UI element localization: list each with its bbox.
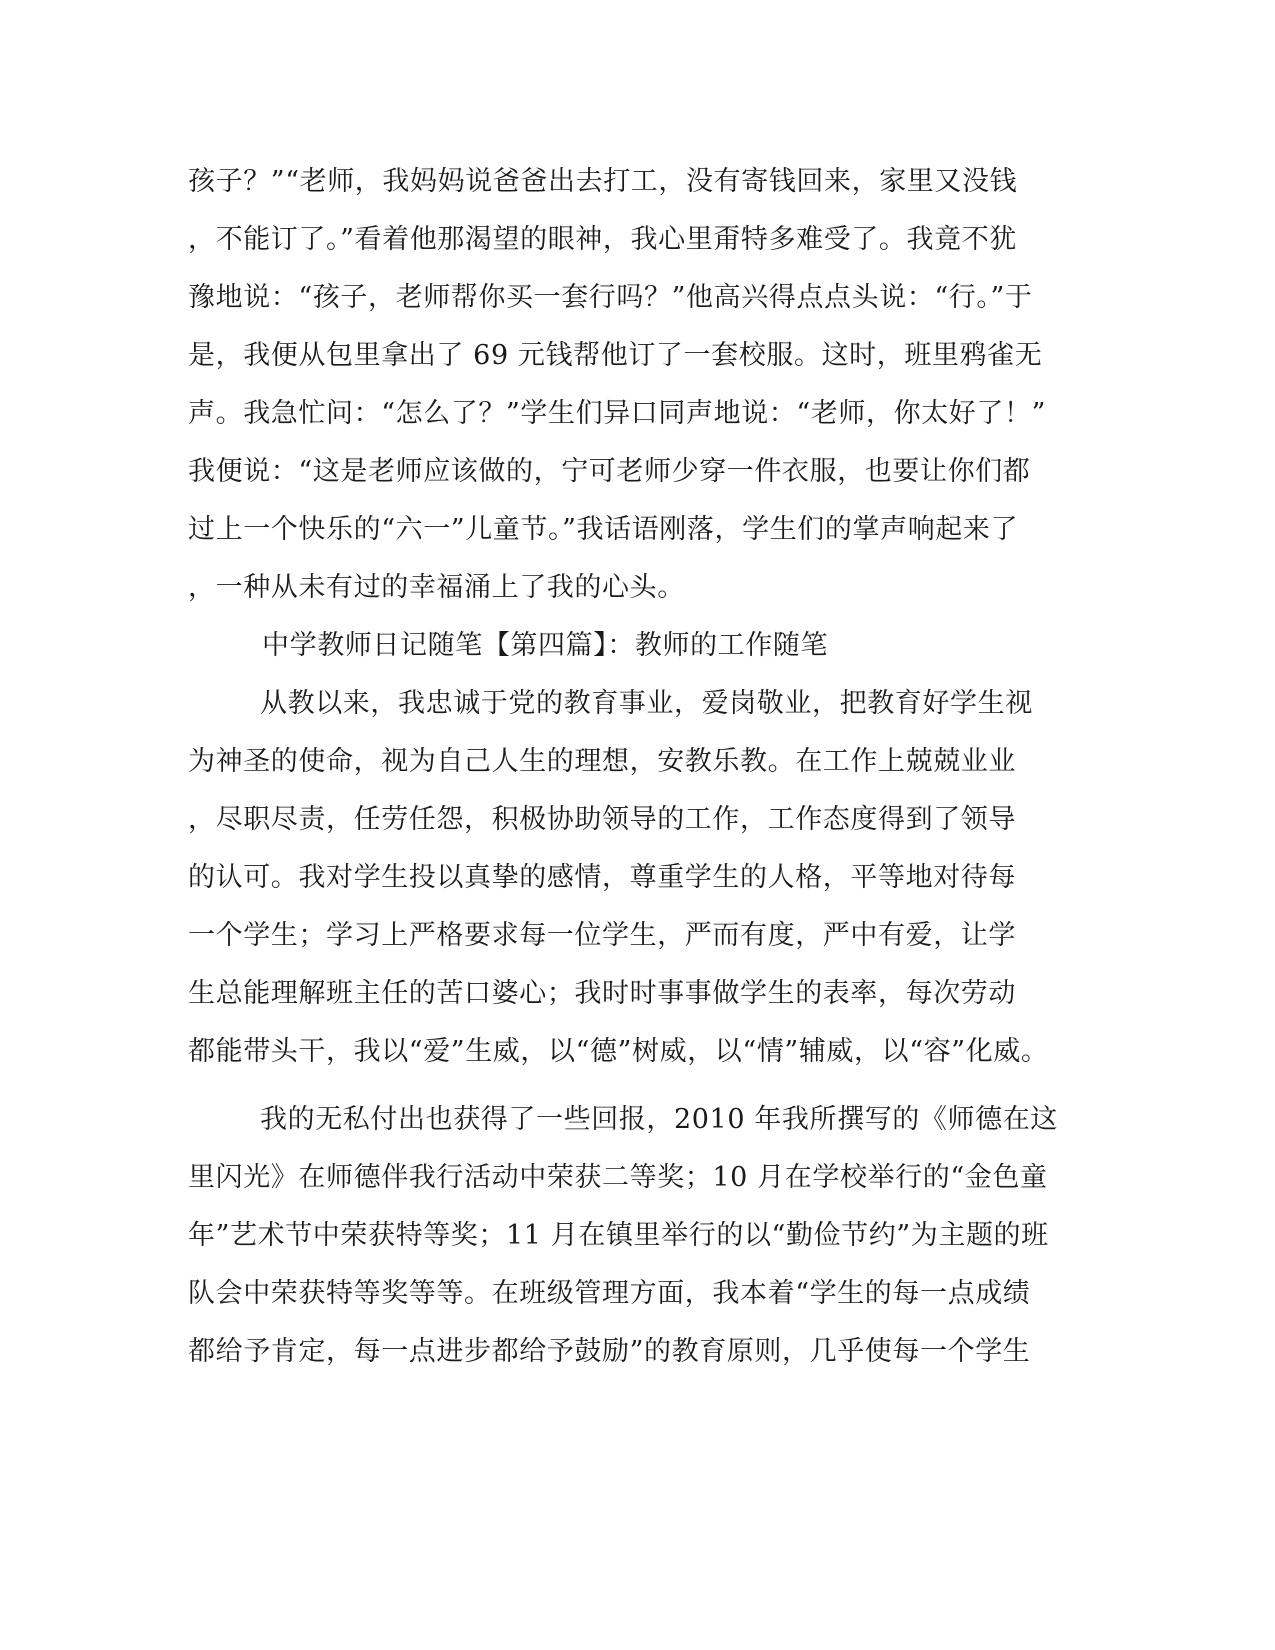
text-line: 队会中荣获特等奖等等。在班级管理方面，我本着“学生的每一点成绩 (188, 1278, 1031, 1309)
text-line: 年”艺术节中荣获特等奖；11 月在镇里举行的以“勤俭节约”为主题的班 (188, 1220, 1049, 1251)
text-line: 是，我便从包里拿出了 69 元钱帮他订了一套校服。这时，班里鸦雀无 (188, 340, 1043, 371)
section-heading: 中学教师日记随笔【第四篇】：教师的工作随笔 (262, 630, 829, 661)
text-line: ，不能订了。”看着他那渴望的眼神，我心里甭特多难受了。我竟不犹 (188, 224, 1017, 255)
text-line: 我的无私付出也获得了一些回报，2010 年我所撰写的《师德在这 (260, 1104, 1058, 1135)
text-line: 都给予肯定，每一点进步都给予鼓励”的教育原则，几乎使每一个学生 (188, 1336, 1031, 1367)
text-line: 都能带头干，我以“爱”生威，以“德”树威，以“情”辅威，以“容”化威。 (188, 1036, 1049, 1067)
text-line: 为神圣的使命，视为自己人生的理想，安教乐教。在工作上兢兢业业 (188, 746, 1016, 777)
text-line: 生总能理解班主任的苦口婆心；我时时事事做学生的表率，每次劳动 (188, 978, 1016, 1009)
text-line: 我便说：“这是老师应该做的，宁可老师少穿一件衣服，也要让你们都 (188, 456, 1031, 487)
text-line: 里闪光》在师德伴我行活动中荣获二等奖；10 月在学校举行的“金色童 (188, 1162, 1048, 1193)
text-line: 豫地说：“孩子，老师帮你买一套行吗？”他高兴得点点头说：“行。”于 (188, 282, 1033, 313)
text-line: 的认可。我对学生投以真挚的感情，尊重学生的人格，平等地对待每 (188, 862, 1016, 893)
text-line: 声。我急忙问：“怎么了？”学生们异口同声地说：“老师，你太好了！” (188, 398, 1047, 429)
text-line: 一个学生；学习上严格要求每一位学生，严而有度，严中有爱，让学 (188, 920, 1016, 951)
text-line: ，一种从未有过的幸福涌上了我的心头。 (188, 572, 685, 603)
text-line: 孩子？”“老师，我妈妈说爸爸出去打工，没有寄钱回来，家里又没钱 (188, 166, 1018, 197)
text-line: ，尽职尽责，任劳任怨，积极协助领导的工作，工作态度得到了领导 (188, 804, 1016, 835)
text-line: 从教以来，我忠诚于党的教育事业，爱岗敬业，把教育好学生视 (260, 688, 1033, 719)
text-line: 过上一个快乐的“六一”儿童节。”我话语刚落，学生们的掌声响起来了 (188, 514, 1019, 545)
